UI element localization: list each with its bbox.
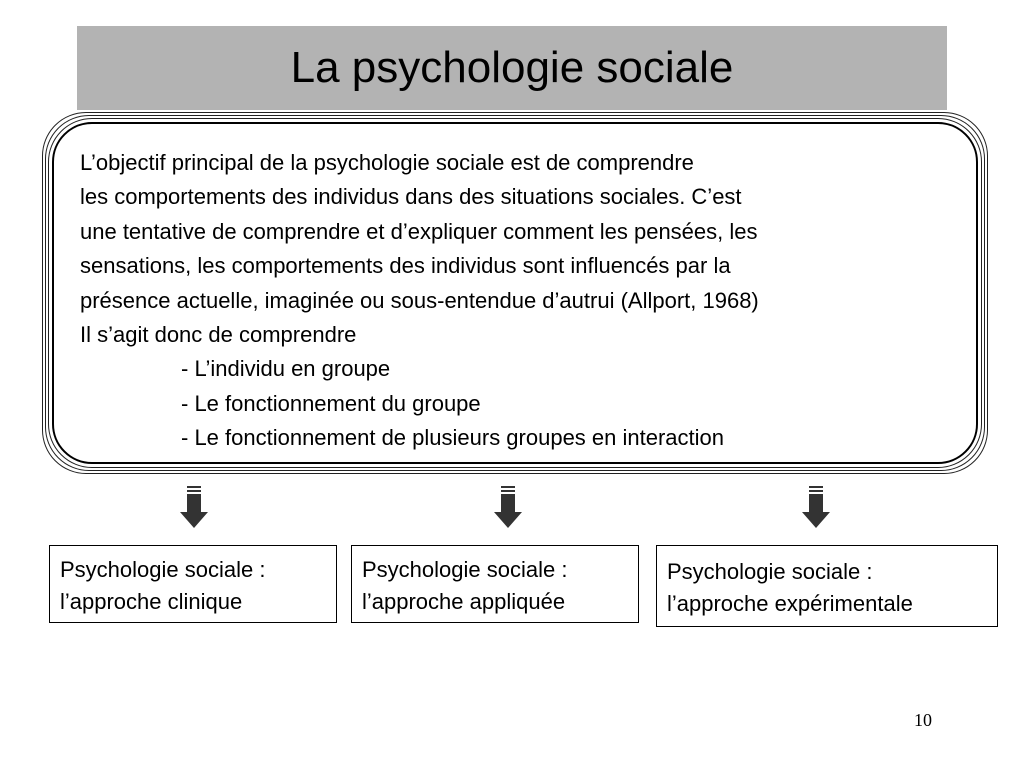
bullet-item: - Le fonctionnement de plusieurs groupes en interaction xyxy=(181,425,725,451)
arrow-down-icon xyxy=(802,486,830,528)
arrow-down-icon xyxy=(180,486,208,528)
box-heading: Psychologie sociale : xyxy=(362,557,568,582)
box-heading: Psychologie sociale : xyxy=(60,557,266,582)
main-text-line: L’objectif principal de la psychologie sociale est de comprendre xyxy=(80,150,694,175)
box-subtitle: l’approche appliquée xyxy=(362,589,566,614)
box-heading: Psychologie sociale : xyxy=(667,559,873,584)
bullet-item: - Le fonctionnement du groupe xyxy=(181,390,481,416)
title-bar xyxy=(77,26,947,110)
box-approche-clinique xyxy=(49,545,337,623)
main-text-line: les comportements des individus dans des situations sociales. C’est xyxy=(80,184,742,210)
box-subtitle: l’approche clinique xyxy=(60,589,243,614)
page-number: 10 xyxy=(914,710,932,730)
main-text-line: une tentative de comprendre et d’expliquer comment les pensées, les xyxy=(80,218,758,244)
box-approche-experimentale xyxy=(656,545,998,627)
main-text-line: sensations, les comportements des individus sont influencés par la xyxy=(80,253,731,279)
slide-title: La psychologie sociale xyxy=(290,43,734,92)
main-text-line: présence actuelle, imaginée ou sous-entendue d’autrui (Allport, 1968) xyxy=(80,287,759,313)
bullet-item: - L’individu en groupe xyxy=(181,356,391,382)
box-approche-appliquee xyxy=(351,545,639,623)
box-subtitle: l’approche expérimentale xyxy=(667,591,913,616)
main-text-block xyxy=(80,146,970,456)
arrow-down-icon xyxy=(494,486,522,528)
main-text-line: Il s’agit donc de comprendre xyxy=(80,322,357,348)
